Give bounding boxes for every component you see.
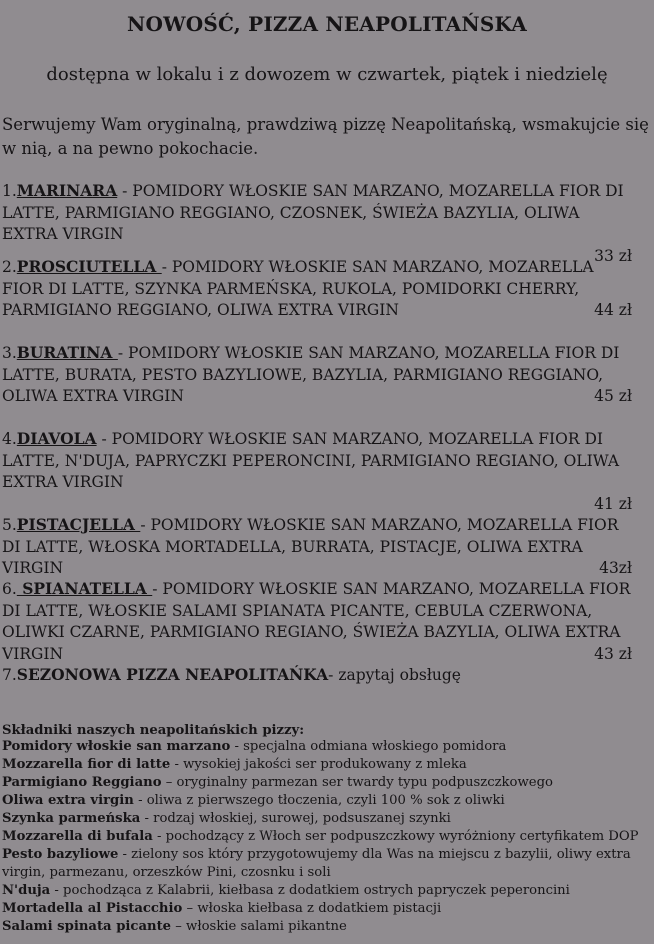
legend-entry xyxy=(2,918,652,936)
legend-definition: - pochodzący z Włoch ser podpuszczkowy wyróżniony certyfikatem DOP xyxy=(152,829,639,844)
item-price: 43zł xyxy=(599,559,632,577)
legend-entry xyxy=(2,756,652,774)
legend-entry xyxy=(2,774,652,792)
item-name: DIAVOLA xyxy=(16,429,97,448)
legend-term: Salami spinata picante xyxy=(2,919,172,934)
menu-item-spianatella xyxy=(2,578,632,665)
legend-definition: - zielony sos który przygotowujemy dla Was na miejscu z bazylii, oliwy extra virgin, parmezanu, orzeszków Pini, czosnku i soli xyxy=(2,847,631,880)
item-description: - POMIDORY WŁOSKIE SAN MARZANO, MOZARELLA FIOR DI LATTE, N'DUJA, PAPRYCZKI PEPERONCINI, PARMIGIANO REGIANO, OLIWA EXTRA VIRGIN xyxy=(2,430,620,491)
legend-definition: – włoskie salami pikantne xyxy=(171,919,347,934)
page-title: NOWOŚĆ, PIZZA NEAPOLITAŃSKA xyxy=(126,12,528,36)
item-name: MARINARA xyxy=(16,181,118,200)
legend-entry xyxy=(2,828,652,846)
ingredients-heading: Składniki naszych neapolitańskich pizzy: xyxy=(2,723,305,738)
menu-item-buratina xyxy=(2,342,632,408)
item-number: 1. xyxy=(2,182,17,200)
legend-definition: – włoska kiełbasa z dodatkiem pistacji xyxy=(182,901,442,916)
availability-subtitle: dostępna w lokalu i z dowozem w czwartek, piątek i niedzielę xyxy=(46,64,608,85)
item-description: - POMIDORY WŁOSKIE SAN MARZANO, MOZARELLA FIOR DI LATTE, WŁOSKIE SALAMI SPIANATA PICANTE, CEBULA CZERWONA, OLIWKI CZARNE, PARMIGIANO REGIANO, ŚWIEŻA BAZYLIA, OLIWA EXTRA VIRGIN xyxy=(2,580,631,663)
legend-entry xyxy=(2,792,652,810)
legend-definition: - oliwa z pierwszego tłoczenia, czyli 100 % sok z oliwki xyxy=(133,793,505,808)
item-name: SPIANATELLA xyxy=(16,579,153,598)
item-number: 7. xyxy=(2,666,17,684)
intro-text: Serwujemy Wam oryginalną, prawdziwą pizzę Neapolitańską, wsmakujcie się w nią, a na pewno pokochacie. xyxy=(2,115,649,158)
legend-definition: – oryginalny parmezan ser twardy typu podpuszczkowego xyxy=(161,775,553,790)
legend-term: Pesto bazyliowe xyxy=(2,847,119,862)
item-name: PROSCIUTELLA xyxy=(16,257,162,276)
item-number: 3. xyxy=(2,344,17,362)
legend-entry xyxy=(2,738,652,756)
item-price: 44 zł xyxy=(594,301,632,319)
menu-item-marinara xyxy=(2,180,632,267)
item-description: - POMIDORY WŁOSKIE SAN MARZANO, MOZARELLA FIOR DI LATTE, SZYNKA PARMEŃSKA, RUKOLA, POMIDORKI CHERRY, PARMIGIANO REGGIANO, OLIWA EXTRA VIRGIN xyxy=(2,258,594,319)
item-price: 43 zł xyxy=(594,644,632,663)
legend-definition: - pochodząca z Kalabrii, kiełbasa z dodatkiem ostrych papryczek peperoncini xyxy=(50,883,570,898)
item-number: 4. xyxy=(2,430,17,448)
legend-definition: - wysokiej jakości ser produkowany z mleka xyxy=(170,757,467,772)
item-number: 2. xyxy=(2,258,17,276)
item-description: - zapytaj obsługę xyxy=(328,666,461,684)
item-price: 41 zł xyxy=(594,494,632,513)
legend-term: Mortadella al Pistacchio xyxy=(2,901,183,916)
legend-term: Szynka parmeńska xyxy=(2,811,141,826)
menu-item-sezonowa xyxy=(2,664,632,687)
item-description: - POMIDORY WŁOSKIE SAN MARZANO, MOZARELLA FIOR DI LATTE, PARMIGIANO REGGIANO, CZOSNEK, ŚWIEŻA BAZYLIA, OLIWA EXTRA VIRGIN xyxy=(2,182,624,243)
legend-definition: - specjalna odmiana włoskiego pomidora xyxy=(230,739,507,754)
item-name: BURATINA xyxy=(16,343,118,362)
legend-definition: - rodzaj włoskiej, surowej, podsuszanej szynki xyxy=(140,811,451,826)
legend-term: Parmigiano Reggiano xyxy=(2,775,162,790)
legend-entry xyxy=(2,882,652,900)
item-price: 33 zł xyxy=(594,246,632,265)
legend-term: Pomidory włoskie san marzano xyxy=(2,739,231,754)
legend-term: N'duja xyxy=(2,883,51,898)
legend-term: Mozzarella di bufala xyxy=(2,829,153,844)
legend-entry xyxy=(2,810,652,828)
menu-item-prosciutella xyxy=(2,256,632,322)
item-number: 6. xyxy=(2,580,17,598)
item-description: - POMIDORY WŁOSKIE SAN MARZANO, MOZARELLA FIOR DI LATTE, BURATA, PESTO BAZYLIOWE, BAZYLIA, PARMIGIANO REGGIANO, OLIWA EXTRA VIRGIN xyxy=(2,344,620,405)
item-number: 5. xyxy=(2,516,17,534)
menu-item-diavola xyxy=(2,428,632,515)
item-name: SEZONOWA PIZZA NEAPOLITAŃKA xyxy=(16,665,329,684)
ingredients-legend xyxy=(2,738,652,936)
legend-term: Mozzarella fior di latte xyxy=(2,757,171,772)
item-price: 45 zł xyxy=(594,387,632,405)
item-name: PISTACJELLA xyxy=(16,515,141,534)
item-description: - POMIDORY WŁOSKIE SAN MARZANO, MOZARELLA FIOR DI LATTE, WŁOSKA MORTADELLA, BURRATA, PISTACJE, OLIWA EXTRA VIRGIN xyxy=(2,516,619,577)
menu-item-pistacjella xyxy=(2,514,632,580)
legend-term: Oliwa extra virgin xyxy=(2,793,134,808)
legend-entry xyxy=(2,846,652,882)
legend-entry xyxy=(2,900,652,918)
